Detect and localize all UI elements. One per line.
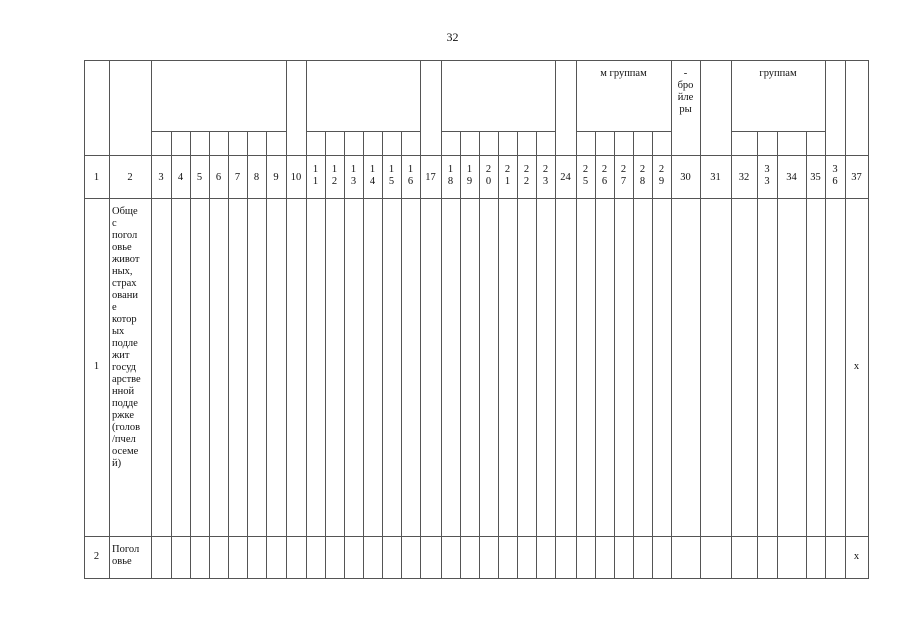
column-rule <box>382 131 383 579</box>
column-rule <box>84 60 85 579</box>
column-rule <box>536 131 537 579</box>
column-rule <box>777 131 778 579</box>
column-rule <box>517 131 518 579</box>
row-x-mark: х <box>853 361 860 372</box>
group-header-b: - бро йле ры <box>677 68 694 115</box>
column-rule <box>247 131 248 579</box>
column-rule <box>460 131 461 579</box>
column-number: 3 <box>158 172 164 183</box>
column-number: 34 <box>786 172 797 183</box>
column-rule <box>363 131 364 579</box>
column-rule <box>441 60 442 579</box>
column-number: 4 <box>177 172 184 183</box>
column-rule <box>325 131 326 579</box>
number-row-bottom-rule <box>84 198 869 199</box>
column-number: 2 8 <box>639 164 646 187</box>
column-number: 35 <box>810 172 821 183</box>
column-number: 1 8 <box>447 164 454 187</box>
row-x-mark: х <box>853 551 860 562</box>
column-number: 37 <box>851 172 862 183</box>
column-number: 2 5 <box>582 164 589 187</box>
table-bottom-border <box>84 578 869 579</box>
column-rule <box>228 131 229 579</box>
row-number: 2 <box>93 551 100 562</box>
column-number: 2 0 <box>485 164 492 187</box>
column-rule <box>151 60 152 579</box>
group-header-c: группам <box>759 68 797 79</box>
table-top-border <box>84 60 869 61</box>
column-number: 6 <box>215 172 222 183</box>
row-label: Погол овье <box>112 544 140 567</box>
row-number: 1 <box>93 361 100 372</box>
row-1-bottom-rule <box>84 536 869 537</box>
column-rule <box>671 60 672 579</box>
column-number: 5 <box>196 172 203 183</box>
column-number: 7 <box>234 172 241 183</box>
column-number: 32 <box>738 172 750 183</box>
column-rule <box>401 131 402 579</box>
column-rule <box>498 131 499 579</box>
column-number: 1 9 <box>466 164 473 187</box>
column-rule <box>614 131 615 579</box>
column-number: 30 <box>680 172 691 183</box>
subheader-rule <box>576 131 671 132</box>
column-number: 2 2 <box>523 164 530 187</box>
column-rule <box>806 131 807 579</box>
column-rule <box>344 131 345 579</box>
group-header-a: м группам <box>600 68 647 79</box>
column-rule <box>825 60 826 579</box>
column-rule <box>479 131 480 579</box>
column-rule <box>731 60 732 579</box>
column-rule <box>286 60 287 579</box>
column-rule <box>555 60 556 579</box>
column-number: 31 <box>710 172 721 183</box>
column-number: 2 1 <box>504 164 511 187</box>
subheader-rule <box>731 131 825 132</box>
column-number: 2 3 <box>542 164 549 187</box>
column-rule <box>868 60 869 579</box>
column-number: 17 <box>425 172 436 183</box>
column-rule <box>652 131 653 579</box>
column-number: 2 <box>127 172 133 183</box>
column-number: 1 2 <box>331 164 338 187</box>
column-number: 1 1 <box>312 164 319 187</box>
column-rule <box>576 60 577 579</box>
column-number: 3 6 <box>832 164 838 187</box>
column-rule <box>109 60 110 579</box>
column-number: 2 7 <box>620 164 627 187</box>
column-number: 8 <box>253 172 260 183</box>
column-number: 10 <box>290 172 302 183</box>
column-rule <box>209 131 210 579</box>
column-number: 9 <box>273 172 279 183</box>
column-number: 1 4 <box>369 164 376 187</box>
column-number: 24 <box>560 172 571 183</box>
column-number: 3 3 <box>764 164 770 187</box>
column-rule <box>757 131 758 579</box>
row-label: Обще с погол овье живот ных, страх овани е котор ых подле жит госуд арстве нной подде ржке (голов /пчел осеме й) <box>112 206 141 469</box>
page-number: 32 <box>446 30 459 44</box>
column-rule <box>266 131 267 579</box>
column-number: 2 6 <box>601 164 608 187</box>
column-number: 1 3 <box>350 164 357 187</box>
column-number: 2 9 <box>658 164 665 187</box>
column-rule <box>845 60 846 579</box>
column-rule <box>306 60 307 579</box>
column-rule <box>700 60 701 579</box>
column-number: 1 <box>93 172 100 183</box>
column-rule <box>595 131 596 579</box>
column-rule <box>171 131 172 579</box>
column-rule <box>420 60 421 579</box>
column-number: 1 6 <box>407 164 414 187</box>
column-number: 1 5 <box>388 164 395 187</box>
column-rule <box>190 131 191 579</box>
header-bottom-rule <box>84 155 869 156</box>
column-rule <box>633 131 634 579</box>
